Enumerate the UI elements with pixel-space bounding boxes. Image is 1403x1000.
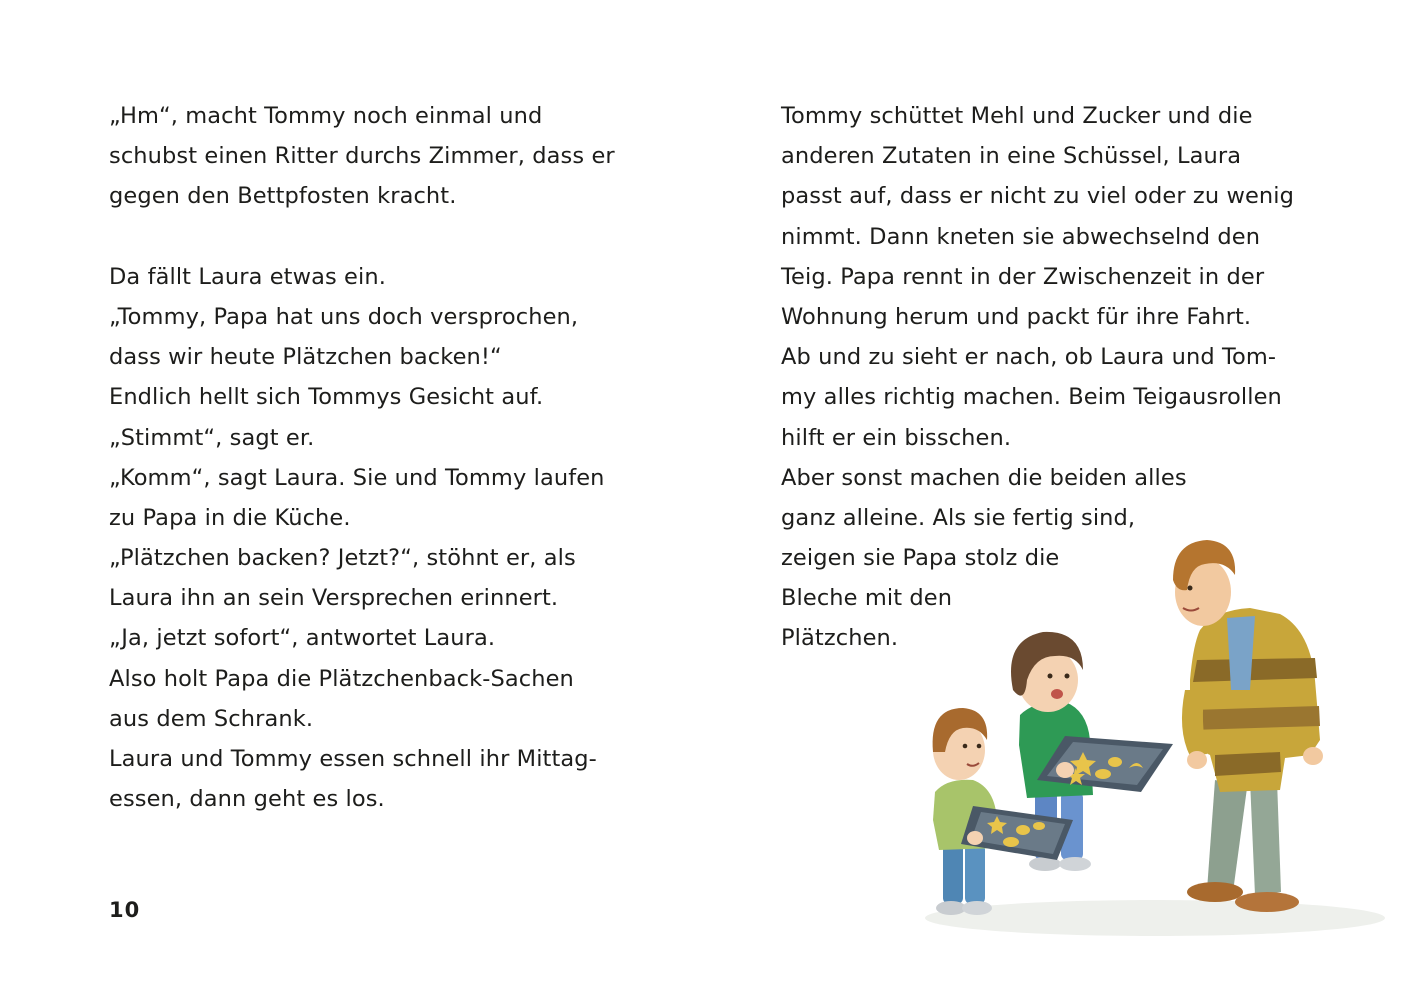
page-number: 10 (109, 898, 141, 922)
family-baking-illustration (915, 530, 1385, 940)
text-line: Tommy schüttet Mehl und Zucker und die (781, 103, 1253, 129)
text-line: Bleche mit den (781, 585, 953, 612)
papa-figure (1173, 540, 1323, 912)
text-line: „Tommy, Papa hat uns doch versprochen, (109, 303, 579, 330)
text-line: Wohnung herum und packt für ihre Fahrt. (781, 303, 1252, 330)
text-line: schubst einen Ritter durchs Zimmer, dass er (109, 143, 615, 170)
text-line: dass wir heute Plätzchen backen!“ (109, 344, 502, 371)
text-line: nimmt. Dann kneten sie abwechselnd den (781, 223, 1261, 250)
text-line: Plätzchen. (781, 625, 899, 652)
text-line: Endlich hellt sich Tommys Gesicht auf. (109, 384, 544, 411)
text-line: gegen den Bettpfosten kracht. (109, 183, 457, 210)
text-line: Laura und Tommy essen schnell ihr Mittag- (109, 746, 597, 772)
text-line: zu Papa in die Küche. (109, 504, 351, 531)
text-line: my alles richtig machen. Beim Teigausrollen (781, 384, 1282, 411)
text-line: hilft er ein bisschen. (781, 424, 1012, 451)
paragraph-gap (109, 217, 669, 257)
text-line: passt auf, dass er nicht zu viel oder zu wenig (781, 183, 1294, 210)
text-line: aus dem Schrank. (109, 705, 314, 732)
text-line: Ab und zu sieht er nach, ob Laura und Tom- (781, 344, 1277, 371)
text-line: Laura ihn an sein Versprechen erinnert. (109, 585, 559, 612)
text-line: ganz alleine. Als sie fertig sind, (781, 504, 1136, 531)
text-line: „Komm“, sagt Laura. Sie und Tommy laufen (109, 464, 605, 491)
text-line: „Ja, jetzt sofort“, antwortet Laura. (109, 625, 496, 652)
girl-hand (1056, 762, 1074, 778)
text-line: zeigen sie Papa stolz die (781, 545, 1060, 572)
text-line: anderen Zutaten in eine Schüssel, Laura (781, 143, 1242, 170)
text-line: Teig. Papa rennt in der Zwischenzeit in der (781, 263, 1265, 290)
text-line: „Hm“, macht Tommy noch einmal und (109, 103, 543, 129)
text-line: Da fällt Laura etwas ein. (109, 263, 386, 290)
text-line: Aber sonst machen die beiden alles (781, 464, 1187, 491)
text-line: Also holt Papa die Plätzchenback-Sachen (109, 665, 574, 692)
ground-shadow (925, 900, 1385, 936)
text-line: „Stimmt“, sagt er. (109, 424, 315, 451)
text-line: „Plätzchen backen? Jetzt?“, stöhnt er, als (109, 545, 576, 572)
boy-hand (967, 831, 983, 845)
left-text-column (109, 96, 669, 819)
text-line: essen, dann geht es los. (109, 786, 385, 813)
